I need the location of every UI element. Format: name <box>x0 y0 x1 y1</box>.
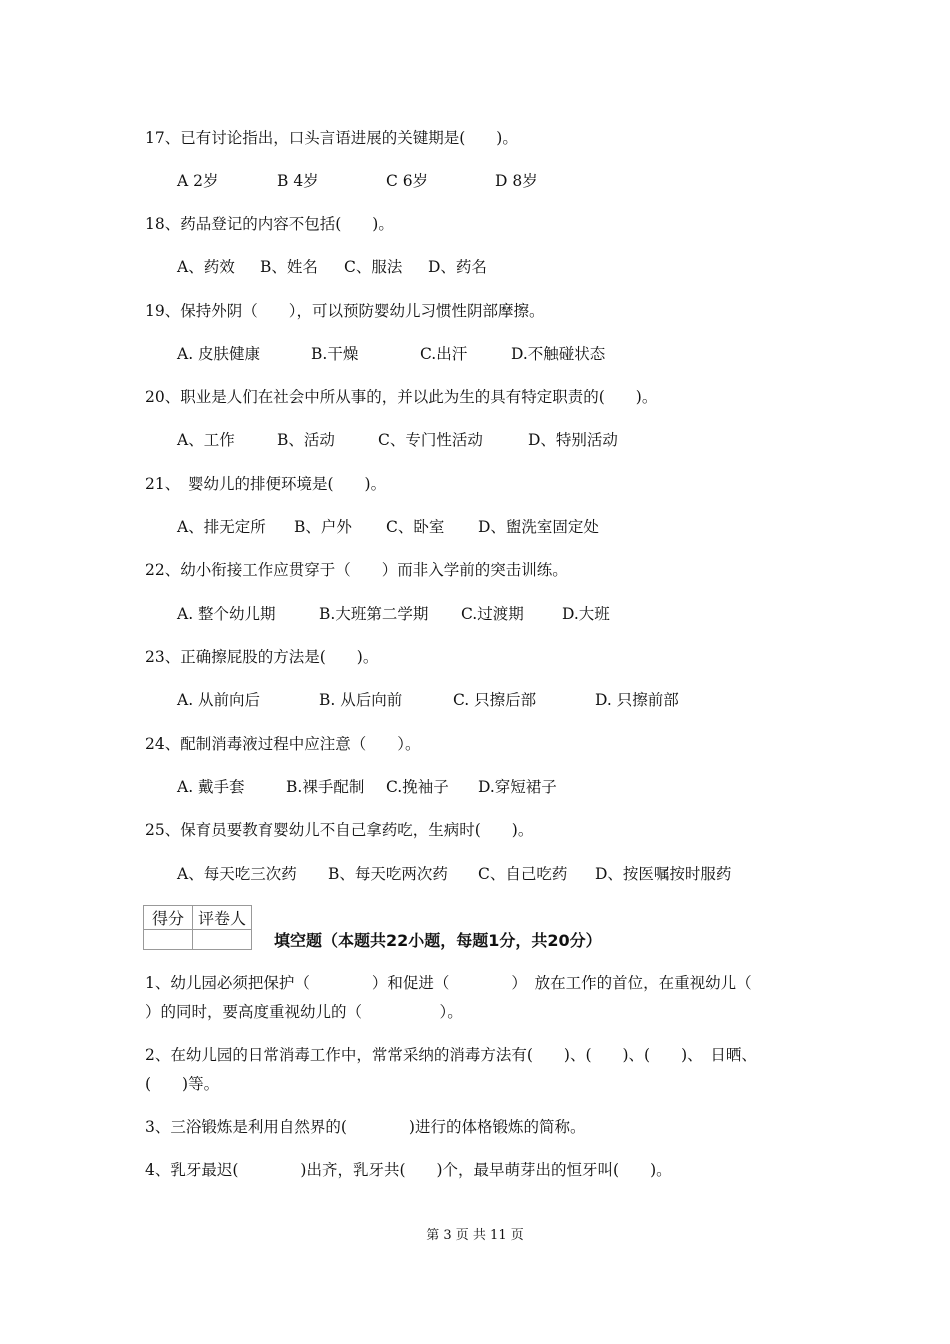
option-d: D 8岁 <box>495 172 538 190</box>
question-text: 17、已有讨论指出，口头言语进展的关键期是( )。 <box>145 129 518 147</box>
fill-item-1-line-2: ）的同时，要高度重视幼儿的（ ）。 <box>145 1003 463 1021</box>
question-text: 21、 婴幼儿的排便环境是( )。 <box>145 475 387 493</box>
option-a: A、排无定所 <box>177 518 266 536</box>
option-b: B、活动 <box>277 431 335 449</box>
option-b: B、户外 <box>294 518 352 536</box>
option-a: A. 皮肤健康 <box>177 345 261 363</box>
grader-label: 评卷人 <box>193 906 252 930</box>
fill-item-2-line-1: 2、在幼儿园的日常消毒工作中，常常采纳的消毒方法有( )、( )、( )、 日晒、 <box>145 1046 757 1064</box>
option-d: D. 只擦前部 <box>595 691 679 709</box>
option-c: C 6岁 <box>386 172 429 190</box>
score-label: 得分 <box>144 906 193 930</box>
option-d: D、盥洗室固定处 <box>478 518 599 536</box>
option-a: A 2岁 <box>177 172 219 190</box>
option-b: B.裸手配制 <box>286 778 365 796</box>
question-text: 19、保持外阴（ ），可以预防婴幼儿习惯性阴部摩擦。 <box>145 302 545 320</box>
option-a: A. 从前向后 <box>177 691 261 709</box>
option-c: C. 只擦后部 <box>453 691 537 709</box>
option-b: B.大班第二学期 <box>319 605 429 623</box>
fill-item-3: 3、三浴锻炼是利用自然界的( )进行的体格锻炼的简称。 <box>145 1118 586 1136</box>
option-c: C、专门性活动 <box>378 431 483 449</box>
option-a: A、工作 <box>177 431 235 449</box>
option-b: B. 从后向前 <box>319 691 403 709</box>
option-d: D.穿短裙子 <box>478 778 557 796</box>
option-a: A. 整个幼儿期 <box>177 605 276 623</box>
question-text: 24、配制消毒液过程中应注意（ ）。 <box>145 735 421 753</box>
page-footer: 第 3 页 共 11 页 <box>426 1228 524 1243</box>
option-b: B、姓名 <box>260 258 318 276</box>
option-c: C、卧室 <box>386 518 445 536</box>
option-d: D、药名 <box>428 258 487 276</box>
fill-item-4: 4、乳牙最迟( )出齐，乳牙共( )个，最早萌芽出的恒牙叫( )。 <box>145 1161 672 1179</box>
section-title: 填空题（本题共22小题，每题1分，共20分） <box>274 931 602 950</box>
option-c: C、自己吃药 <box>478 865 568 883</box>
option-b: B.干燥 <box>311 345 359 363</box>
option-a: A、药效 <box>177 258 235 276</box>
fill-item-2-line-2: ( )等。 <box>145 1075 220 1093</box>
question-text: 22、幼小衔接工作应贯穿于（ ）而非入学前的突击训练。 <box>145 561 568 579</box>
fill-item-1-line-1: 1、幼儿园必须把保护（ ）和促进（ ） 放在工作的首位，在重视幼儿（ <box>145 974 752 992</box>
option-c: C、服法 <box>344 258 403 276</box>
option-d: D、特别活动 <box>528 431 618 449</box>
option-b: B 4岁 <box>277 172 319 190</box>
option-b: B、每天吃两次药 <box>328 865 448 883</box>
question-text: 25、保育员要教育婴幼儿不自己拿药吃，生病时( )。 <box>145 821 534 839</box>
option-c: C.出汗 <box>420 345 468 363</box>
option-d: D.大班 <box>562 605 610 623</box>
question-text: 20、职业是人们在社会中所从事的，并以此为生的具有特定职责的( )。 <box>145 388 658 406</box>
option-d: D.不触碰状态 <box>511 345 606 363</box>
option-d: D、按医嘱按时服药 <box>595 865 732 883</box>
option-a: A、每天吃三次药 <box>177 865 297 883</box>
score-cell <box>144 930 193 950</box>
question-text: 23、正确擦屁股的方法是( )。 <box>145 648 379 666</box>
grader-cell <box>193 930 252 950</box>
score-box <box>143 905 252 950</box>
option-c: C.挽袖子 <box>386 778 449 796</box>
option-c: C.过渡期 <box>461 605 524 623</box>
question-text: 18、药品登记的内容不包括( )。 <box>145 215 394 233</box>
option-a: A. 戴手套 <box>177 778 245 796</box>
